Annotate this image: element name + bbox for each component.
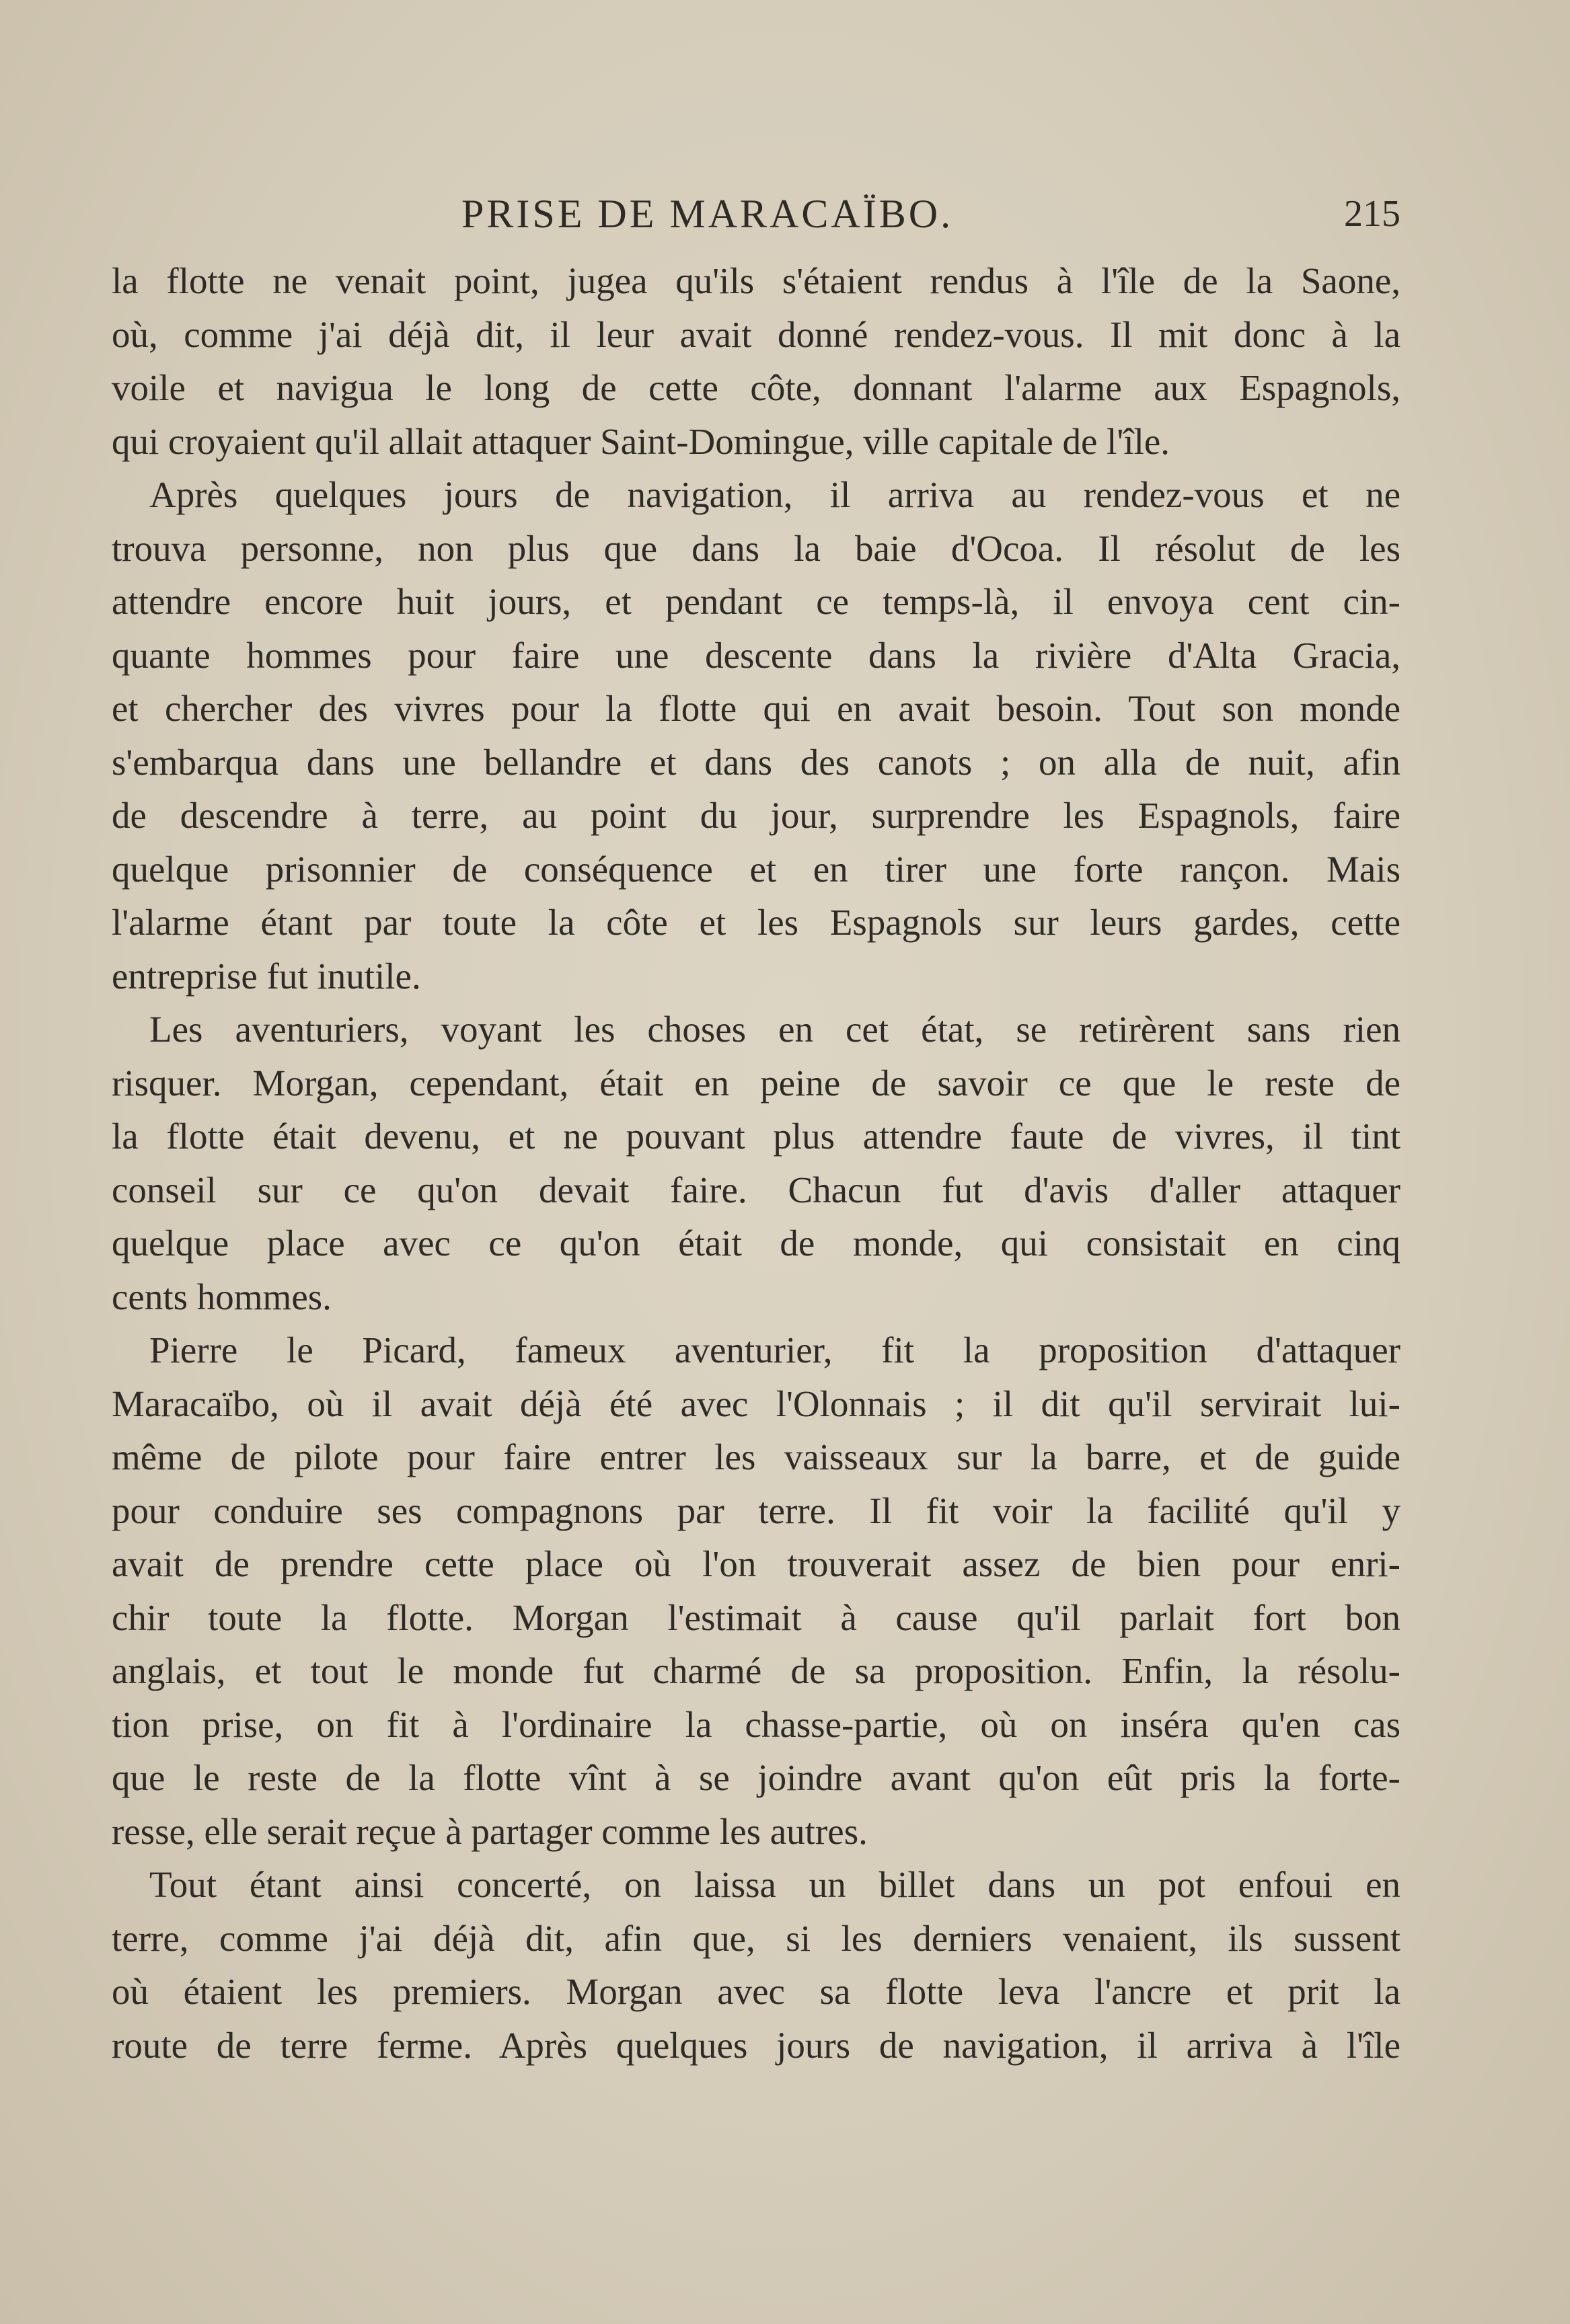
text-line: conseil sur ce qu'on devait faire. Chacun fut d'avis d'aller attaquer bbox=[112, 1169, 1400, 1210]
text-line: Maracaïbo, où il avait déjà été avec l'Olonnais ; il dit qu'il servirait lui- bbox=[112, 1383, 1400, 1424]
text-line: la flotte était devenu, et ne pouvant plus attendre faute de vivres, il tint bbox=[112, 1116, 1400, 1157]
text-line: même de pilote pour faire entrer les vaisseaux sur la barre, et de guide bbox=[112, 1436, 1400, 1477]
text-line: resse, elle serait reçue à partager comme les autres. bbox=[112, 1810, 868, 1852]
text-line: quelque place avec ce qu'on était de monde, qui consistait en cinq bbox=[112, 1223, 1400, 1264]
text-line: où, comme j'ai déjà dit, il leur avait donné rendez-vous. Il mit donc à la bbox=[112, 313, 1400, 355]
text-line: Après quelques jours de navigation, il arriva au rendez-vous et ne bbox=[149, 474, 1400, 515]
text-line: anglais, et tout le monde fut charmé de sa proposition. Enfin, la résolu- bbox=[112, 1650, 1400, 1691]
text-line: trouva personne, non plus que dans la baie d'Ocoa. Il résolut de les bbox=[112, 527, 1400, 569]
text-line: où étaient les premiers. Morgan avec sa flotte leva l'ancre et prit la bbox=[112, 1971, 1400, 2012]
text-line: quelque prisonnier de conséquence et en tirer une forte rançon. Mais bbox=[112, 848, 1400, 890]
text-line: risquer. Morgan, cependant, était en peine de savoir ce que le reste de bbox=[112, 1062, 1400, 1103]
text-line: et chercher des vivres pour la flotte qui en avait besoin. Tout son monde bbox=[112, 688, 1400, 729]
text-line: pour conduire ses compagnons par terre. Il fit voir la facilité qu'il y bbox=[112, 1489, 1400, 1531]
text-line: attendre encore huit jours, et pendant ce temps-là, il envoya cent cin- bbox=[112, 581, 1400, 622]
text-line: qui croyaient qu'il allait attaquer Saint-Domingue, ville capitale de l'île. bbox=[112, 420, 1170, 462]
text-line: Pierre le Picard, fameux aventurier, fit la proposition d'attaquer bbox=[149, 1329, 1400, 1370]
text-line: que le reste de la flotte vînt à se joindre avant qu'on eût pris la forte- bbox=[112, 1757, 1400, 1798]
text-line: Les aventuriers, voyant les choses en cet état, se retirèrent sans rien bbox=[149, 1009, 1400, 1050]
text-line: s'embarqua dans une bellandre et dans des canots ; on alla de nuit, afin bbox=[112, 741, 1400, 783]
text-line: route de terre ferme. Après quelques jours de navigation, il arriva à l'île bbox=[112, 2024, 1400, 2066]
text-line: cents hommes. bbox=[112, 1276, 332, 1317]
text-line: tion prise, on fit à l'ordinaire la chasse-partie, où on inséra qu'en cas bbox=[112, 1703, 1400, 1745]
text-line: avait de prendre cette place où l'on trouverait assez de bien pour enri- bbox=[112, 1543, 1400, 1584]
text-line: quante hommes pour faire une descente dans la rivière d'Alta Gracia, bbox=[112, 634, 1400, 676]
text-line: la flotte ne venait point, jugea qu'ils s'étaient rendus à l'île de la Saone, bbox=[112, 260, 1400, 301]
text-line: chir toute la flotte. Morgan l'estimait à cause qu'il parlait fort bon bbox=[112, 1596, 1400, 1638]
running-title: PRISE DE MARACAÏBO. bbox=[461, 192, 954, 236]
text-line: voile et navigua le long de cette côte, donnant l'alarme aux Espagnols, bbox=[112, 367, 1400, 408]
page-number: 215 bbox=[1344, 193, 1400, 235]
text-line: entreprise fut inutile. bbox=[112, 955, 421, 997]
text-line: de descendre à terre, au point du jour, surprendre les Espagnols, faire bbox=[112, 795, 1400, 836]
text-line: terre, comme j'ai déjà dit, afin que, si les derniers venaient, ils sussent bbox=[112, 1917, 1400, 1959]
text-line: l'alarme étant par toute la côte et les Espagnols sur leurs gardes, cette bbox=[112, 902, 1400, 943]
text-line: Tout étant ainsi concerté, on laissa un billet dans un pot enfoui en bbox=[149, 1864, 1400, 1905]
body-text bbox=[112, 254, 1400, 2072]
running-head bbox=[112, 187, 1400, 241]
